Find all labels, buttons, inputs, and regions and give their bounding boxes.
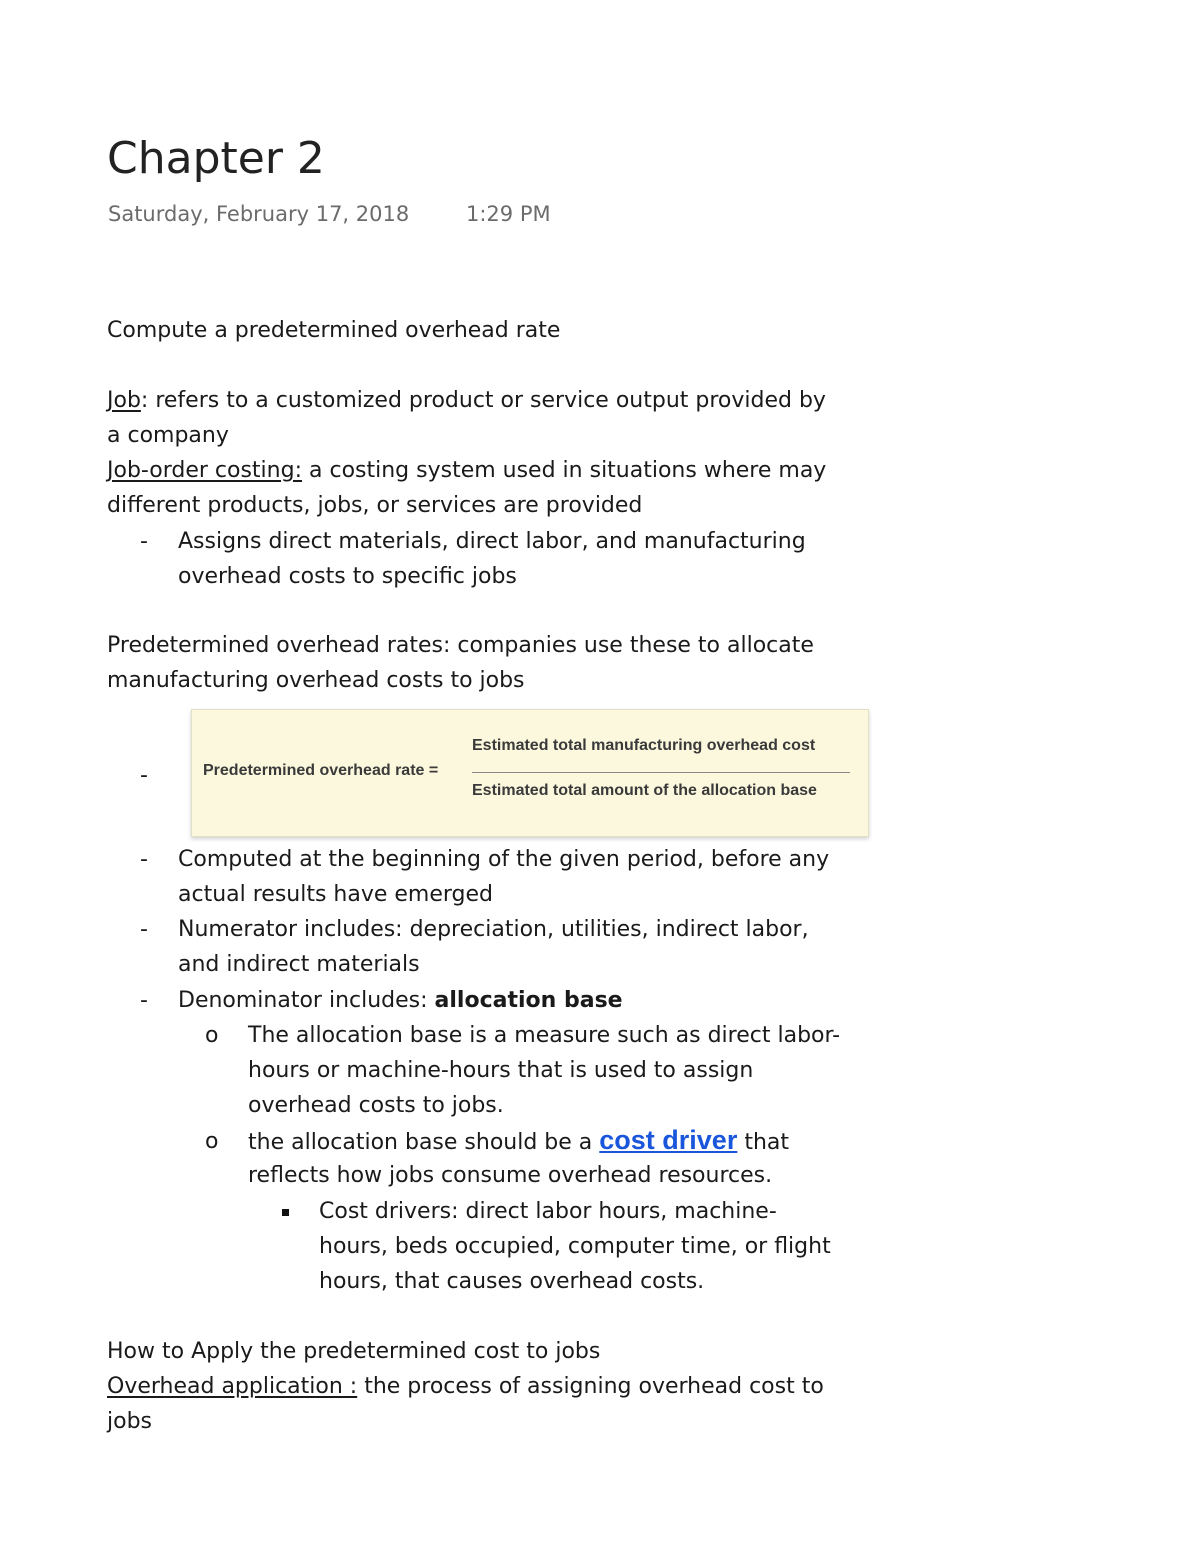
bullet-assigns: Assigns direct materials, direct labor, and manufacturing [178, 529, 806, 554]
term-job: Job [107, 388, 141, 413]
definition-overhead-application: Overhead application : the process of assigning overhead cost to [107, 1374, 824, 1399]
sub-sub-bullet-cost-drivers: Cost drivers: direct labor hours, machine- [319, 1199, 777, 1224]
page-title: Chapter 2 [107, 133, 325, 184]
term-allocation-base: allocation base [434, 988, 623, 1013]
bullet-numerator: Numerator includes: depreciation, utilities, indirect labor, [178, 917, 809, 942]
bullet-dash: - [140, 847, 148, 872]
bullet-assigns-cont: overhead costs to specific jobs [178, 564, 517, 589]
heading-apply-rate: How to Apply the predetermined cost to jobs [107, 1339, 601, 1364]
bullet-dash: - [140, 763, 148, 788]
sub-sub-bullet-cost-drivers-cont: hours, beds occupied, computer time, or flight [319, 1234, 831, 1259]
formula-fraction-bar [472, 772, 850, 773]
bullet-denominator: Denominator includes: allocation base [178, 988, 623, 1013]
formula-numerator: Estimated total manufacturing overhead cost [472, 737, 816, 754]
term-overhead-application: Overhead application : [107, 1374, 358, 1399]
note-metadata [108, 200, 551, 228]
formula-denominator: Estimated total amount of the allocation base [472, 782, 817, 799]
predetermined-rates-text-cont: manufacturing overhead costs to jobs [107, 668, 525, 693]
bullet-circle: o [205, 1129, 219, 1154]
definition-job: Job: refers to a customized product or service output provided by [107, 388, 826, 413]
definition-job-order-costing-cont: different products, jobs, or services are provided [107, 493, 643, 518]
sub-bullet-allocation-cont: hours or machine-hours that is used to assign [248, 1058, 754, 1083]
bullet-dash: - [140, 988, 148, 1013]
predetermined-rates-text: Predetermined overhead rates: companies use these to allocate [107, 633, 814, 658]
definition-job-order-costing: Job-order costing: a costing system used in situations where may [107, 458, 827, 483]
sub-bullet-allocation-cont: overhead costs to jobs. [248, 1093, 504, 1118]
term-job-order-costing: Job-order costing: [107, 458, 302, 483]
bullet-numerator-cont: and indirect materials [178, 952, 420, 977]
sub-sub-bullet-cost-drivers-cont: hours, that causes overhead costs. [319, 1269, 705, 1294]
definition-overhead-application-cont: jobs [107, 1409, 152, 1434]
cost-driver-link[interactable]: cost driver [599, 1125, 738, 1155]
formula-lhs: Predetermined overhead rate = [203, 762, 439, 779]
bullet-square [282, 1209, 289, 1216]
sub-bullet-allocation: The allocation base is a measure such as direct labor- [248, 1023, 841, 1048]
note-date: Saturday, February 17, 2018 [108, 202, 410, 226]
bullet-computed: Computed at the beginning of the given period, before any [178, 847, 830, 872]
heading-compute-rate: Compute a predetermined overhead rate [107, 318, 561, 343]
bullet-dash: - [140, 917, 148, 942]
sub-bullet-cost-driver-cont: reflects how jobs consume overhead resources. [248, 1163, 773, 1188]
formula-image [191, 709, 869, 837]
definition-job-cont: a company [107, 423, 229, 448]
bullet-dash: - [140, 529, 148, 554]
sub-bullet-cost-driver: the allocation base should be a cost driver that [248, 1125, 789, 1155]
bullet-computed-cont: actual results have emerged [178, 882, 494, 907]
note-time: 1:29 PM [466, 202, 551, 226]
bullet-circle: o [205, 1023, 219, 1048]
